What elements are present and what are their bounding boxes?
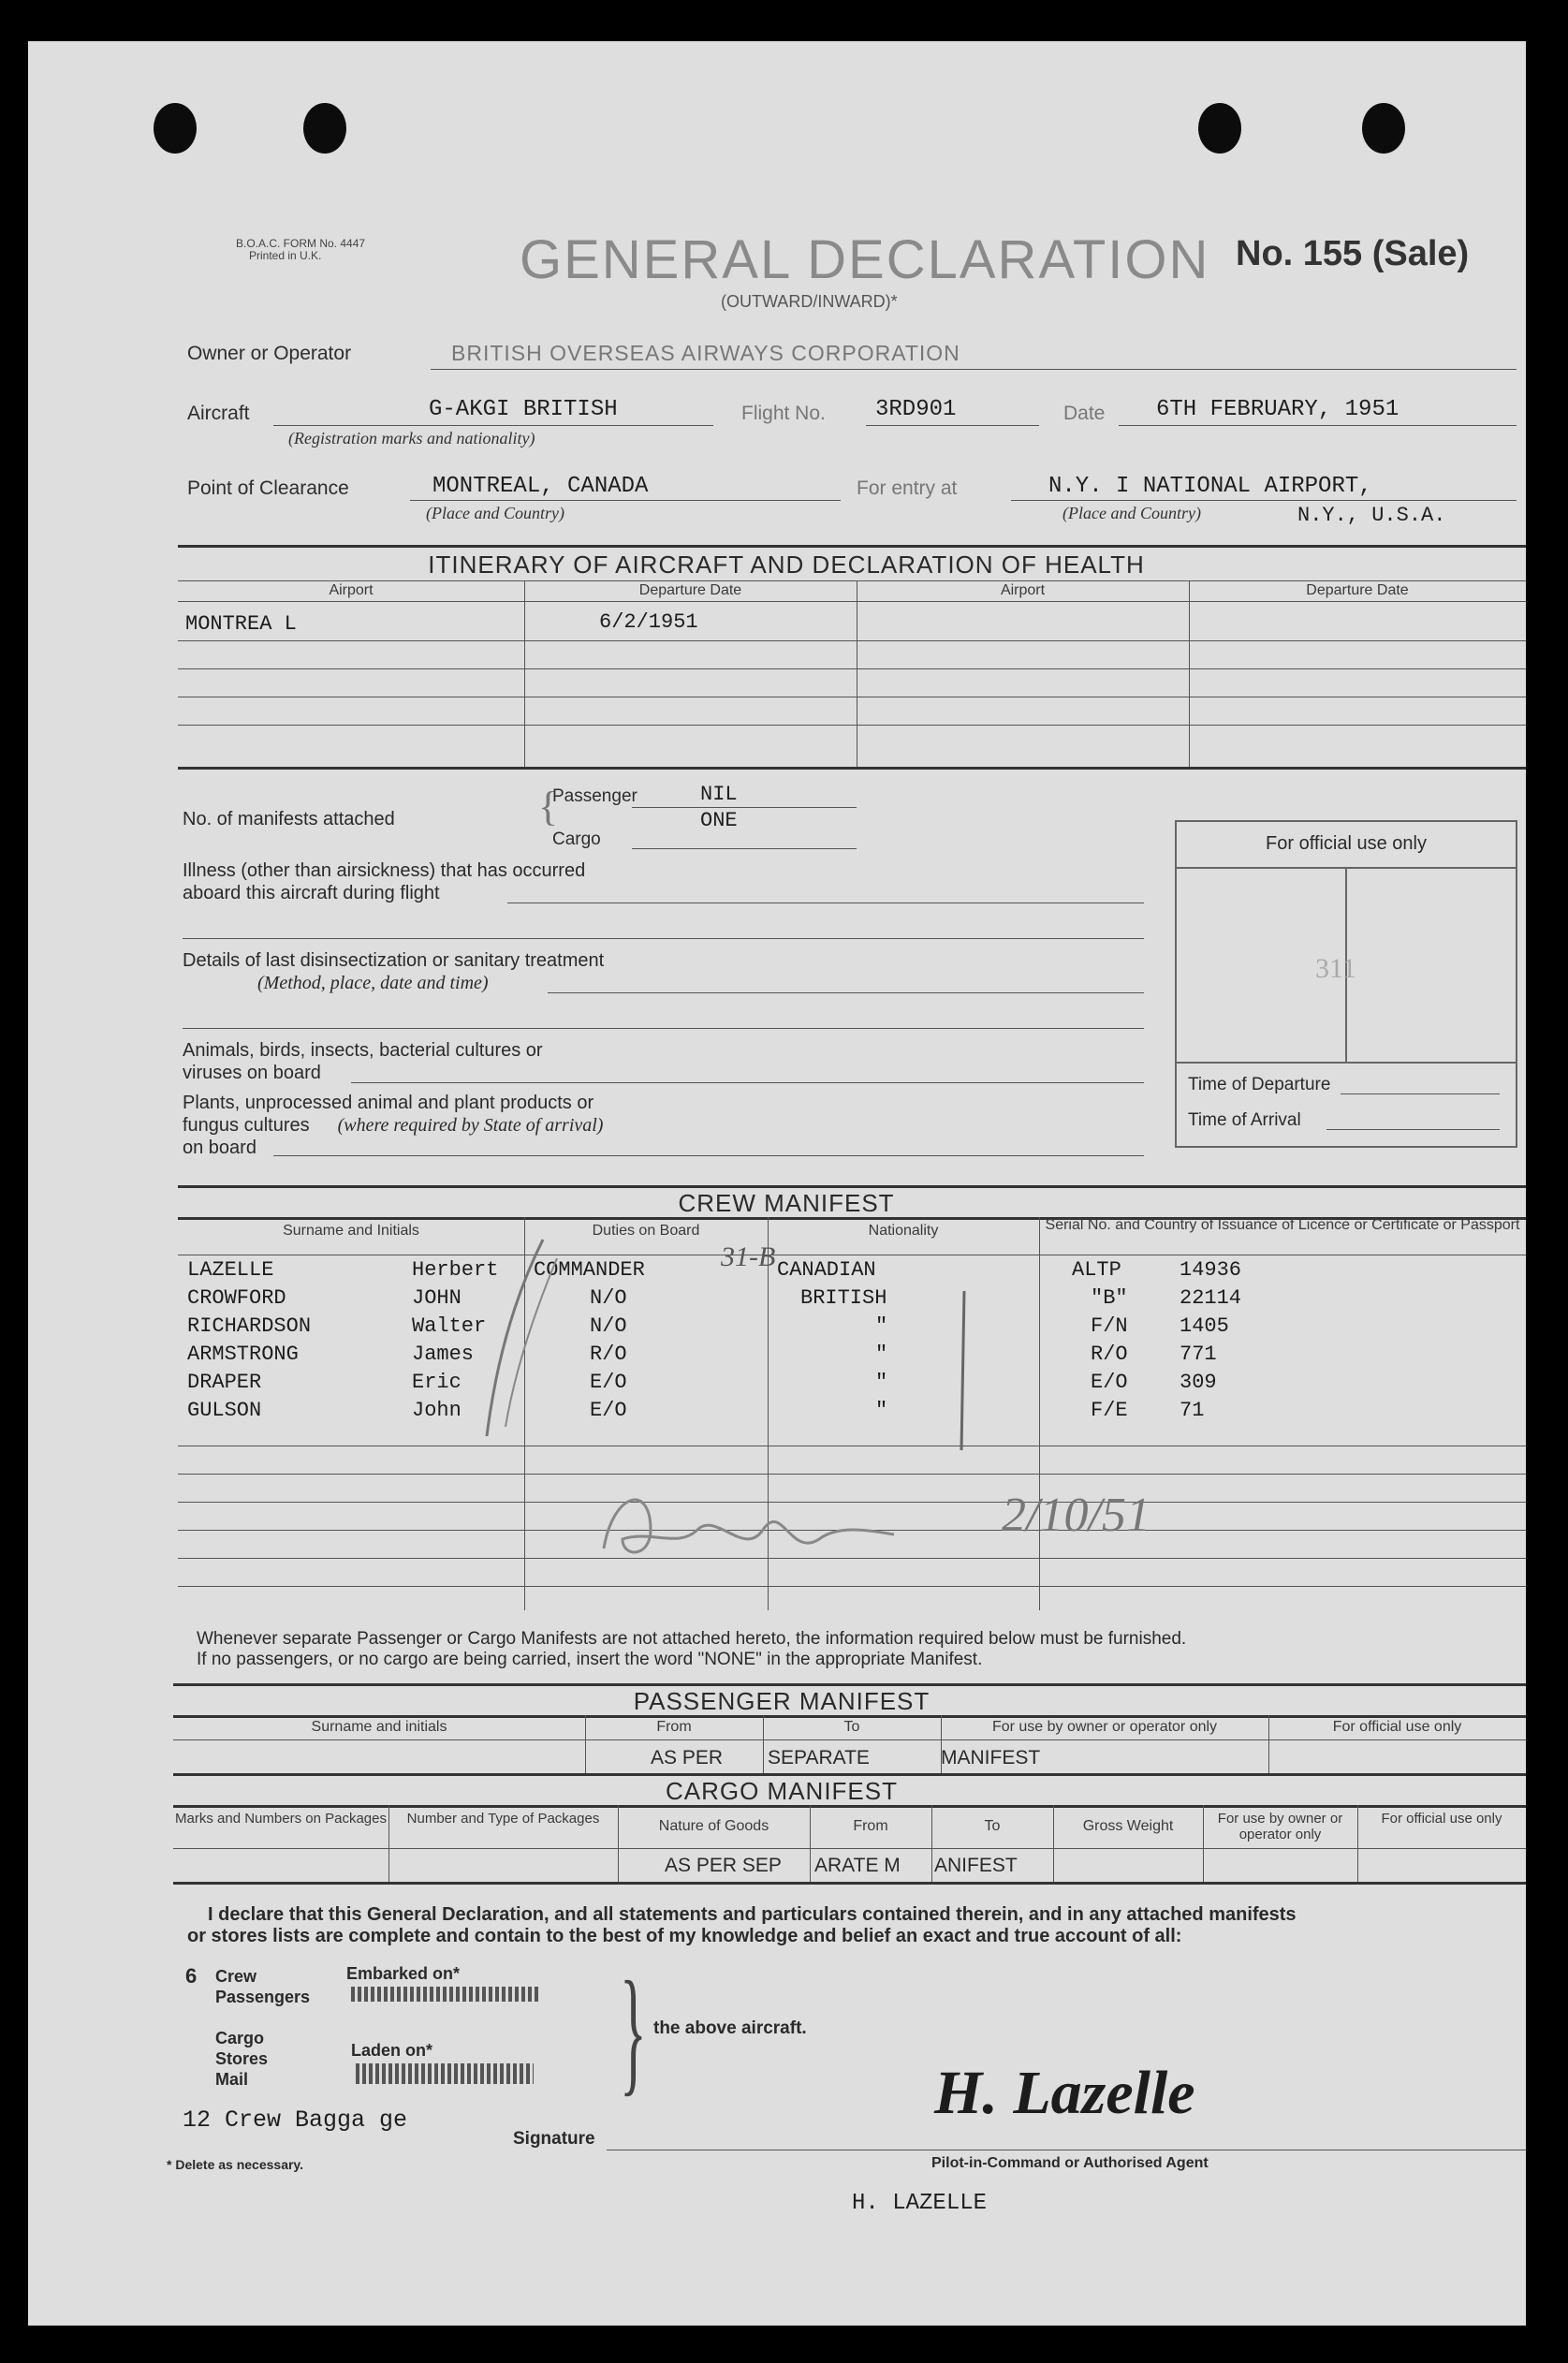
crew-licence-number: 71 — [1180, 1399, 1205, 1422]
passenger-row-manifest: MANIFEST — [941, 1747, 1041, 1769]
cargo-col-marks: Marks and Numbers on Packages — [175, 1811, 387, 1827]
animals-answer-line — [351, 1082, 1144, 1083]
passenger-col-to: To — [843, 1719, 860, 1735]
cargo-row-separate: ARATE M — [814, 1855, 901, 1876]
crew-initials: Walter — [412, 1314, 487, 1338]
crew-col-surname: Surname and Initials — [283, 1223, 419, 1239]
aircraft-label: Aircraft — [187, 403, 250, 424]
official-stamp: 311 — [1315, 953, 1356, 984]
handwritten-vertical-mark — [950, 1286, 978, 1455]
crew-nationality: CANADIAN — [777, 1258, 876, 1282]
passenger-col-surname: Surname and initials — [311, 1719, 447, 1735]
passenger-divider — [1268, 1715, 1269, 1773]
crew-duty: E/O — [590, 1371, 627, 1394]
entry-note: (Place and Country) — [1062, 504, 1201, 522]
crew-duty: R/O — [590, 1343, 627, 1366]
cargo-divider — [1053, 1805, 1054, 1882]
plants-line-2: fungus cultures — [183, 1115, 310, 1136]
crew-nationality: " — [875, 1399, 888, 1422]
itinerary-col-airport-2: Airport — [1000, 582, 1046, 598]
delete-note: * Delete as necessary. — [167, 2157, 304, 2172]
crew-surname: GULSON — [187, 1399, 262, 1422]
passengers-label: Passengers — [215, 1988, 311, 2006]
entry-label: For entry at — [857, 477, 958, 499]
owner-value: BRITISH OVERSEAS AIRWAYS CORPORATION — [451, 341, 960, 365]
cargo-row-manifest: ANIFEST — [934, 1855, 1018, 1876]
crew-surname: ARMSTRONG — [187, 1343, 299, 1366]
clearance-label: Point of Clearance — [187, 477, 349, 499]
itinerary-row-rule — [178, 640, 1526, 641]
clearance-line — [410, 500, 841, 501]
illness-line-1: Illness (other than airsickness) that has occurred — [183, 860, 586, 881]
passenger-col-official: For official use only — [1332, 1719, 1462, 1735]
flight-value: 3RD901 — [875, 397, 957, 422]
passenger-title-rule — [173, 1715, 1526, 1718]
struck-out-text — [351, 1987, 538, 2002]
cargo-col-weight: Gross Weight — [1082, 1818, 1174, 1834]
plants-line-3: on board — [183, 1137, 256, 1158]
cargo-col-owner: For use by owner or operator only — [1217, 1811, 1343, 1842]
flight-label: Flight No. — [741, 403, 826, 424]
crew-licence-type: F/E — [1091, 1399, 1128, 1422]
crew-initials: Eric — [412, 1371, 462, 1394]
form-serial-number: No. 155 (Sale) — [1236, 234, 1470, 273]
crew-surname: CROWFORD — [187, 1286, 286, 1310]
cargo-col-from: From — [853, 1818, 888, 1834]
itinerary-bottom-rule — [178, 767, 1526, 770]
signature-label: Signature — [513, 2129, 595, 2149]
passenger-top-rule — [173, 1683, 1526, 1686]
owner-line — [431, 369, 1517, 370]
form-subtitle: (OUTWARD/INWARD)* — [721, 292, 898, 311]
cargo-bottom-rule — [173, 1882, 1526, 1885]
crew-count: 6 — [185, 1964, 198, 1988]
crew-duty: COMMANDER — [534, 1258, 645, 1282]
crew-baggage: 12 Crew Bagga ge — [183, 2106, 408, 2134]
plants-answer-line — [273, 1155, 1144, 1156]
crew-col-duties: Duties on Board — [592, 1223, 700, 1239]
cargo-label: Cargo — [215, 2029, 265, 2047]
plants-line-1: Plants, unprocessed animal and plant products or — [183, 1093, 594, 1113]
disinsection-question — [183, 949, 604, 994]
printed-note: Printed in U.K. — [249, 249, 322, 262]
cargo-col-to: To — [984, 1818, 1001, 1834]
manifests-label: No. of manifests attached — [183, 809, 395, 829]
clearance-note: (Place and Country) — [426, 504, 564, 522]
itinerary-col-departure: Departure Date — [638, 582, 742, 598]
declaration-line-1: I declare that this General Declaration, and all statements and particulars contained therein, and in any attached manifests — [208, 1904, 1297, 1925]
illness-line-2: aboard this aircraft during flight — [183, 883, 440, 903]
cargo-divider — [388, 1805, 389, 1882]
cargo-manifest-label: Cargo — [552, 829, 601, 849]
aircraft-note: (Registration marks and nationality) — [288, 429, 535, 448]
crew-licence-number: 309 — [1180, 1371, 1217, 1394]
itinerary-airport-1: MONTREA L — [185, 612, 297, 636]
disinsection-answer-line — [548, 992, 1144, 993]
cargo-manifest-value: ONE — [700, 809, 738, 832]
cargo-col-nature: Nature of Goods — [658, 1818, 769, 1834]
crew-licence-number: 1405 — [1180, 1314, 1229, 1338]
official-use-rule — [1177, 1062, 1516, 1064]
flight-line — [866, 425, 1039, 426]
disinsection-line-2: (Method, place, date and time) — [257, 973, 489, 993]
plants-note: (where required by State of arrival) — [337, 1115, 604, 1136]
itinerary-row-rule — [178, 725, 1526, 726]
cargo-manifest-line — [632, 848, 857, 849]
passenger-header-rule — [173, 1739, 1526, 1740]
crew-licence-type: "B" — [1091, 1286, 1128, 1310]
mail-label: Mail — [215, 2070, 249, 2089]
pilot-title: Pilot-in-Command or Authorised Agent — [931, 2155, 1209, 2171]
itinerary-top-rule — [178, 545, 1526, 548]
illness-question — [183, 859, 585, 904]
itinerary-departure-1: 6/2/1951 — [599, 610, 698, 634]
cargo-col-number: Number and Type of Packages — [406, 1811, 600, 1827]
itinerary-header-rule — [178, 601, 1526, 602]
crew-title: CREW MANIFEST — [678, 1189, 895, 1217]
form-number-block — [236, 238, 365, 262]
cargo-header-rule — [173, 1848, 1526, 1849]
crew-duty: N/O — [590, 1286, 627, 1310]
cargo-col-official: For official use only — [1381, 1811, 1502, 1827]
departure-time-line — [1341, 1093, 1500, 1094]
passenger-col-owner: For use by owner or operator only — [991, 1719, 1218, 1735]
declaration-text — [187, 1904, 1297, 1947]
crew-initials: JOHN — [412, 1286, 462, 1310]
notice-line-2: If no passengers, or no cargo are being carried, insert the word "NONE" in the appropriate Manifest. — [197, 1650, 983, 1669]
crew-col-licence: Serial No. and Country of Issuance of Licence or Certificate or Passport — [1045, 1217, 1520, 1233]
cargo-title-rule — [173, 1805, 1526, 1808]
cargo-manifest-title: CARGO MANIFEST — [665, 1777, 898, 1805]
pilot-signature: H. Lazelle — [934, 2059, 1195, 2127]
crew-duty: E/O — [590, 1399, 627, 1422]
itinerary-col-departure-2: Departure Date — [1306, 582, 1409, 598]
struck-out-text — [356, 2063, 534, 2084]
punch-hole — [303, 103, 346, 154]
plants-question — [183, 1092, 603, 1159]
illness-answer-line — [183, 938, 1144, 939]
arrival-time-label: Time of Arrival — [1188, 1110, 1301, 1130]
embarked-label: Embarked on* — [346, 1964, 461, 1983]
cargo-row-as-per: AS PER SEP — [665, 1855, 782, 1876]
crew-licence-type: ALTP — [1072, 1258, 1121, 1282]
itinerary-row-rule — [178, 668, 1526, 669]
departure-time-label: Time of Departure — [1188, 1075, 1331, 1094]
crew-handwritten-annotation: 31-B — [721, 1241, 776, 1272]
crew-licence-type: F/N — [1091, 1314, 1128, 1338]
punch-hole — [1198, 103, 1241, 154]
notice-line-1: Whenever separate Passenger or Cargo Manifests are not attached hereto, the information required below must be furnished. — [197, 1629, 1187, 1649]
laden-label: Laden on* — [351, 2041, 433, 2060]
itinerary-title-rule — [178, 580, 1526, 581]
passenger-row-as-per: AS PER — [651, 1747, 724, 1769]
aircraft-line — [273, 425, 713, 426]
crew-col-nationality: Nationality — [868, 1223, 939, 1239]
official-use-title: For official use only — [1266, 833, 1427, 854]
cargo-divider — [618, 1805, 619, 1882]
crew-top-rule — [178, 1185, 1526, 1188]
crew-initials: John — [412, 1399, 462, 1422]
clearance-value: MONTREAL, CANADA — [432, 474, 649, 499]
crew-passengers-labels — [215, 1966, 310, 2007]
passenger-manifest-label: Passenger — [552, 786, 637, 806]
date-value: 6TH FEBRUARY, 1951 — [1156, 397, 1399, 422]
handwritten-tick-mark — [477, 1230, 571, 1446]
disinsection-line-1: Details of last disinsectization or sanitary treatment — [183, 950, 605, 971]
above-aircraft-text: the above aircraft. — [653, 2018, 807, 2038]
crew-label: Crew — [215, 1967, 257, 1986]
declaration-line-2: or stores lists are complete and contain to the best of my knowledge and belief an exact and true account of all: — [187, 1926, 1182, 1946]
form-title: GENERAL DECLARATION — [520, 229, 1210, 290]
entry-value: N.Y. I NATIONAL AIRPORT, — [1048, 474, 1372, 499]
itinerary-title: ITINERARY OF AIRCRAFT AND DECLARATION OF HEALTH — [428, 550, 1145, 579]
punch-hole — [1362, 103, 1405, 154]
animals-question — [183, 1039, 543, 1084]
stores-label: Stores — [215, 2049, 269, 2068]
cargo-divider — [1357, 1805, 1358, 1882]
crew-nationality: " — [875, 1314, 888, 1338]
date-line — [1119, 425, 1517, 426]
animals-line-2: viruses on board — [183, 1063, 321, 1083]
crew-nationality: " — [875, 1371, 888, 1394]
passenger-manifest-value: NIL — [700, 783, 738, 806]
arrival-time-line — [1326, 1129, 1500, 1130]
crew-licence-number: 22114 — [1180, 1286, 1242, 1310]
crew-licence-number: 14936 — [1180, 1258, 1242, 1282]
aircraft-value: G-AKGI BRITISH — [429, 397, 618, 422]
manifest-notice — [197, 1629, 1186, 1670]
cargo-stores-mail-labels — [215, 2028, 268, 2090]
passenger-divider — [763, 1715, 764, 1773]
crew-divider — [1039, 1217, 1040, 1610]
itinerary-divider — [524, 580, 525, 768]
handwritten-initials — [594, 1474, 903, 1577]
crew-row-rule — [178, 1586, 1526, 1587]
official-use-box — [1175, 820, 1517, 1148]
manifests-brace: { — [538, 784, 559, 829]
owner-label: Owner or Operator — [187, 343, 352, 364]
crew-initials: Herbert — [412, 1258, 499, 1282]
declaration-brace: } — [620, 1953, 647, 2108]
passenger-divider — [585, 1715, 586, 1773]
passenger-manifest-title: PASSENGER MANIFEST — [633, 1687, 931, 1715]
cargo-divider — [931, 1805, 932, 1882]
crew-surname: DRAPER — [187, 1371, 262, 1394]
entry-value-country: N.Y., U.S.A. — [1297, 504, 1446, 527]
date-label: Date — [1063, 403, 1106, 424]
passenger-row-separate: SEPARATE — [768, 1747, 870, 1769]
crew-licence-number: 771 — [1180, 1343, 1217, 1366]
crew-surname: LAZELLE — [187, 1258, 274, 1282]
handwritten-date: 2/10/51 — [1002, 1489, 1150, 1542]
cargo-divider — [1203, 1805, 1204, 1882]
crew-initials: James — [412, 1343, 475, 1366]
crew-licence-type: R/O — [1091, 1343, 1128, 1366]
itinerary-divider — [1189, 580, 1190, 768]
crew-licence-type: E/O — [1091, 1371, 1128, 1394]
passenger-manifest-line — [632, 807, 857, 808]
crew-surname: RICHARDSON — [187, 1314, 312, 1338]
entry-line — [1011, 500, 1517, 501]
passenger-col-from: From — [656, 1719, 692, 1735]
pilot-name: H. LAZELLE — [852, 2191, 988, 2216]
cargo-divider — [810, 1805, 811, 1882]
disinsection-answer-line — [183, 1028, 1144, 1029]
animals-line-1: Animals, birds, insects, bacterial cultures or — [183, 1040, 543, 1061]
punch-hole — [154, 103, 197, 154]
crew-duty: N/O — [590, 1314, 627, 1338]
passenger-bottom-rule — [173, 1773, 1526, 1776]
itinerary-col-airport: Airport — [329, 582, 374, 598]
declaration-form — [28, 41, 1526, 2326]
crew-nationality: " — [875, 1343, 888, 1366]
form-number: B.O.A.C. FORM No. 4447 — [236, 237, 366, 250]
crew-nationality: BRITISH — [800, 1286, 887, 1310]
